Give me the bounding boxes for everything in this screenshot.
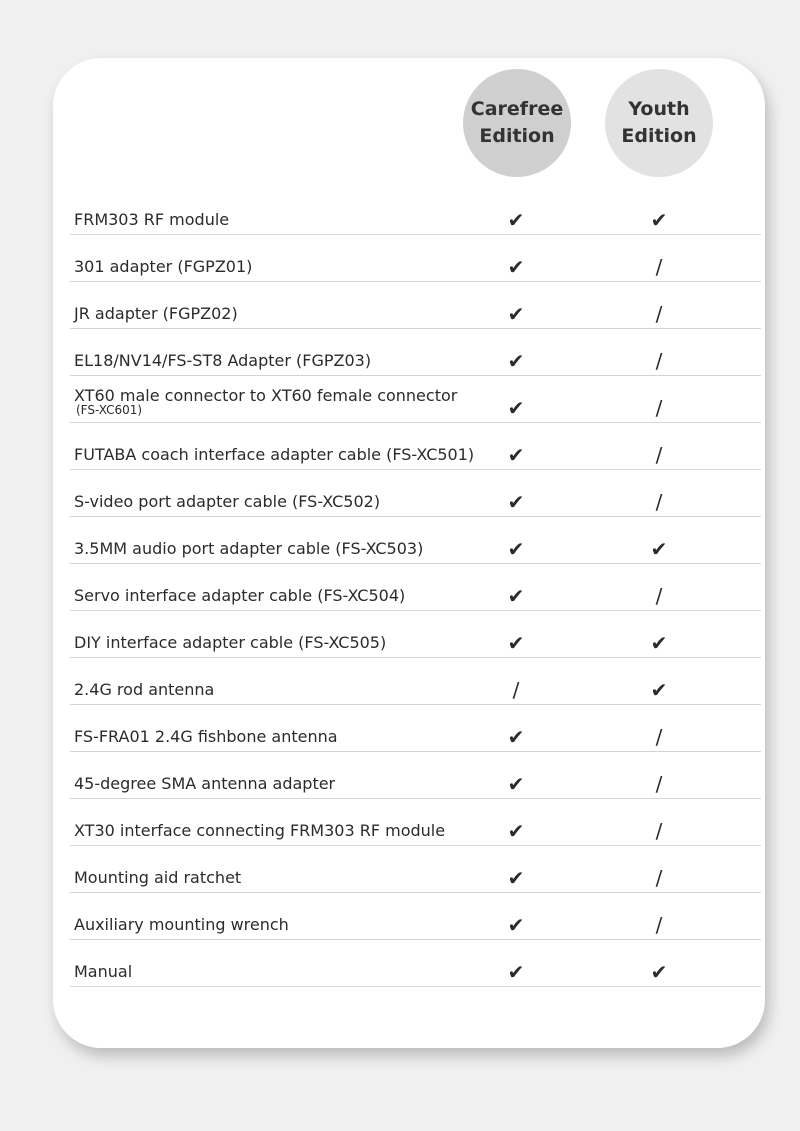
- youth-not-included-mark: /: [655, 866, 663, 890]
- item-name: JR adapter (FGPZ02): [74, 304, 238, 323]
- item-label: [74, 727, 338, 746]
- item-label: [74, 680, 214, 699]
- carefree-check-icon: ✔: [507, 960, 525, 984]
- item-name: FRM303 RF module: [74, 210, 230, 229]
- item-label: [74, 492, 380, 511]
- item-name: EL18/NV14/FS-ST8 Adapter (FGPZ03): [74, 351, 372, 370]
- youth-not-included-mark: /: [655, 913, 663, 937]
- youth-edition-line1: Youth: [628, 98, 690, 120]
- carefree-check-icon: ✔: [507, 537, 525, 561]
- item-label: [74, 539, 423, 558]
- table-row: [70, 423, 761, 470]
- carefree-check-icon: ✔: [507, 584, 525, 608]
- table-row: [70, 470, 761, 517]
- table-row: [70, 188, 761, 235]
- table-row: [70, 893, 761, 940]
- carefree-check-icon: ✔: [507, 490, 525, 514]
- item-label: [74, 445, 474, 464]
- item-label: [74, 821, 445, 840]
- item-name: Mounting aid ratchet: [74, 868, 242, 887]
- youth-not-included-mark: /: [655, 725, 663, 749]
- carefree-not-included-mark: /: [512, 678, 520, 702]
- item-model-code: (FS-XC601): [76, 403, 143, 417]
- item-name: XT30 interface connecting FRM303 RF module: [74, 821, 446, 840]
- item-name: FUTABA coach interface adapter cable (FS-XC501): [74, 445, 475, 464]
- table-row: [70, 282, 761, 329]
- youth-check-icon: ✔: [650, 537, 668, 561]
- item-name: S-video port adapter cable (FS-XC502): [74, 492, 381, 511]
- item-name: Manual: [74, 962, 133, 981]
- table-row: [70, 799, 761, 846]
- item-label: [74, 962, 132, 981]
- table-row: [70, 658, 761, 705]
- item-name: Servo interface adapter cable (FS-XC504): [74, 586, 406, 605]
- youth-check-icon: ✔: [650, 678, 668, 702]
- table-row: [70, 329, 761, 376]
- carefree-edition-badge: [463, 69, 571, 177]
- carefree-check-icon: ✔: [507, 866, 525, 890]
- table-row: [70, 564, 761, 611]
- youth-not-included-mark: /: [655, 349, 663, 373]
- table-row: [70, 940, 761, 987]
- item-name: FS-FRA01 2.4G fishbone antenna: [74, 727, 338, 746]
- item-label: [74, 304, 238, 323]
- carefree-check-icon: ✔: [507, 208, 525, 232]
- carefree-check-icon: ✔: [507, 819, 525, 843]
- youth-not-included-mark: /: [655, 302, 663, 326]
- item-label: [74, 915, 289, 934]
- carefree-check-icon: ✔: [507, 913, 525, 937]
- table-row: [70, 705, 761, 752]
- carefree-check-icon: ✔: [507, 396, 525, 420]
- carefree-check-icon: ✔: [507, 443, 525, 467]
- youth-not-included-mark: /: [655, 772, 663, 796]
- item-label: [74, 868, 241, 887]
- table-row: [70, 517, 761, 564]
- carefree-check-icon: ✔: [507, 725, 525, 749]
- youth-edition-line2: Edition: [621, 125, 697, 147]
- table-row: [70, 846, 761, 893]
- carefree-check-icon: ✔: [507, 349, 525, 373]
- item-name: 3.5MM audio port adapter cable (FS-XC503): [74, 539, 424, 558]
- item-label: [74, 774, 335, 793]
- item-label: [74, 633, 386, 652]
- package-contents-table: [70, 188, 761, 987]
- youth-edition-badge: [605, 69, 713, 177]
- item-name: Auxiliary mounting wrench: [74, 915, 289, 934]
- youth-check-icon: ✔: [650, 631, 668, 655]
- item-label: [74, 586, 405, 605]
- item-name: XT60 male connector to XT60 female connector: [74, 386, 458, 405]
- carefree-check-icon: ✔: [507, 772, 525, 796]
- item-label: [74, 257, 252, 276]
- item-name: 45-degree SMA antenna adapter: [74, 774, 336, 793]
- table-row: [70, 376, 761, 423]
- carefree-check-icon: ✔: [507, 302, 525, 326]
- youth-check-icon: ✔: [650, 208, 668, 232]
- item-name: DIY interface adapter cable (FS-XC505): [74, 633, 387, 652]
- youth-not-included-mark: /: [655, 584, 663, 608]
- carefree-check-icon: ✔: [507, 631, 525, 655]
- youth-check-icon: ✔: [650, 960, 668, 984]
- carefree-edition-line1: Carefree: [470, 98, 564, 120]
- youth-not-included-mark: /: [655, 490, 663, 514]
- table-row: [70, 611, 761, 658]
- item-name: 301 adapter (FGPZ01): [74, 257, 253, 276]
- youth-not-included-mark: /: [655, 396, 663, 420]
- item-label: [74, 210, 229, 229]
- youth-not-included-mark: /: [655, 255, 663, 279]
- table-row: [70, 235, 761, 282]
- youth-not-included-mark: /: [655, 819, 663, 843]
- table-row: [70, 752, 761, 799]
- item-name: 2.4G rod antenna: [74, 680, 215, 699]
- item-label: [74, 386, 457, 417]
- item-label: [74, 351, 371, 370]
- carefree-edition-line2: Edition: [479, 125, 555, 147]
- carefree-check-icon: ✔: [507, 255, 525, 279]
- youth-not-included-mark: /: [655, 443, 663, 467]
